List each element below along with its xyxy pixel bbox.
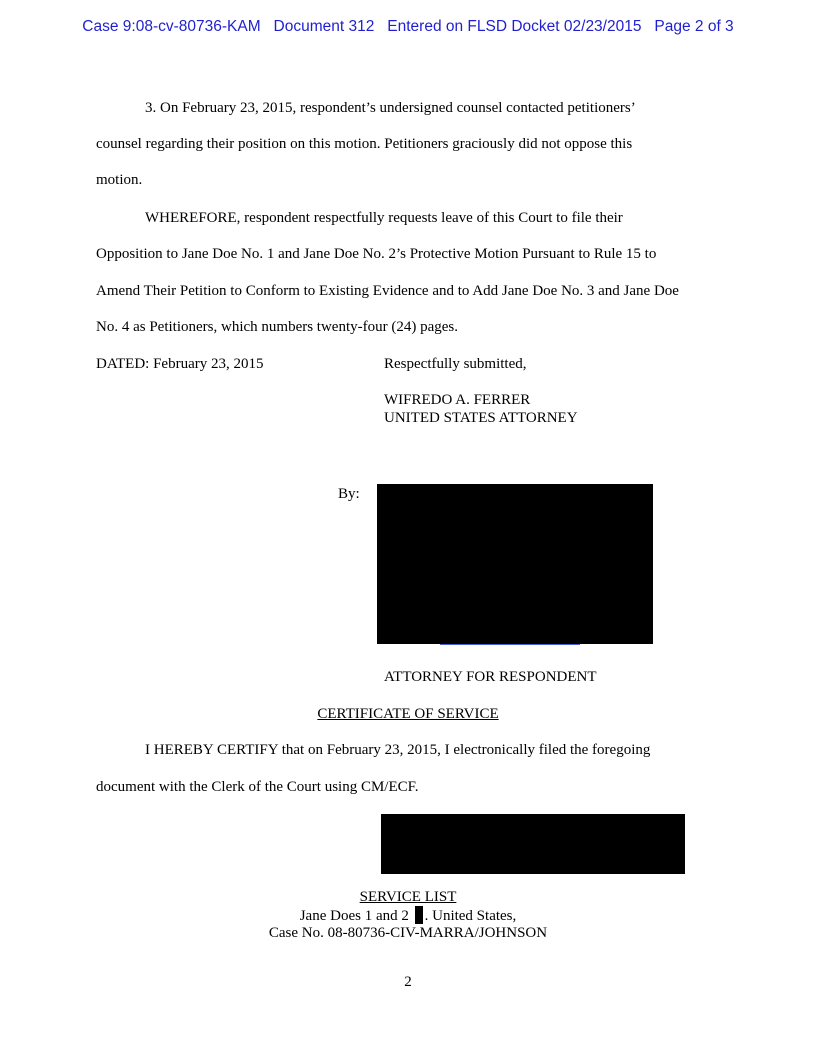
para2-line1: WHEREFORE, respondent respectfully requests leave of this Court to file their — [145, 210, 623, 226]
para2-line3: Amend Their Petition to Conform to Existing Evidence and to Add Jane Doe No. 3 and Jane Doe — [96, 283, 679, 299]
service-list-heading: SERVICE LIST — [359, 889, 457, 905]
service-list-case-no: Case No. 08-80736-CIV-MARRA/JOHNSON — [268, 925, 548, 941]
dated-line: DATED: February 23, 2015 — [96, 356, 264, 372]
para2-line4: No. 4 as Petitioners, which numbers twenty-four (24) pages. — [96, 319, 459, 335]
page-number: 2 — [404, 974, 412, 990]
attorney-role: ATTORNEY FOR RESPONDENT — [384, 669, 597, 685]
para1-line3: motion. — [96, 172, 143, 188]
by-label: By: — [338, 486, 360, 502]
attorney-name: WIFREDO A. FERRER — [384, 392, 531, 408]
service-list-caption — [0, 906, 816, 925]
caption-redaction — [415, 906, 423, 924]
caption-before: Jane Does 1 and 2 — [299, 908, 409, 924]
certificate-line1: I HEREBY CERTIFY that on February 23, 2015, I electronically filed the foregoing — [145, 742, 651, 758]
para2-line2: Opposition to Jane Doe No. 1 and Jane Doe No. 2’s Protective Motion Pursuant to Rule 15 to — [96, 246, 657, 262]
closing: Respectfully submitted, — [384, 356, 527, 372]
certificate-line2: document with the Clerk of the Court using CM/ECF. — [96, 779, 419, 795]
para1-line2: counsel regarding their position on this motion. Petitioners graciously did not oppose this — [96, 136, 633, 152]
para1-line1: 3. On February 23, 2015, respondent’s undersigned counsel contacted petitioners’ — [145, 100, 636, 116]
certificate-signature-redaction — [381, 814, 685, 874]
signature-redaction — [377, 484, 653, 644]
attorney-title: UNITED STATES ATTORNEY — [384, 410, 578, 426]
caption-after: . United States, — [424, 908, 517, 924]
docket-header-stamp: Case 9:08-cv-80736-KAM Document 312 Entered on FLSD Docket 02/23/2015 Page 2 of 3 — [82, 18, 734, 35]
certificate-heading: CERTIFICATE OF SERVICE — [317, 706, 499, 722]
